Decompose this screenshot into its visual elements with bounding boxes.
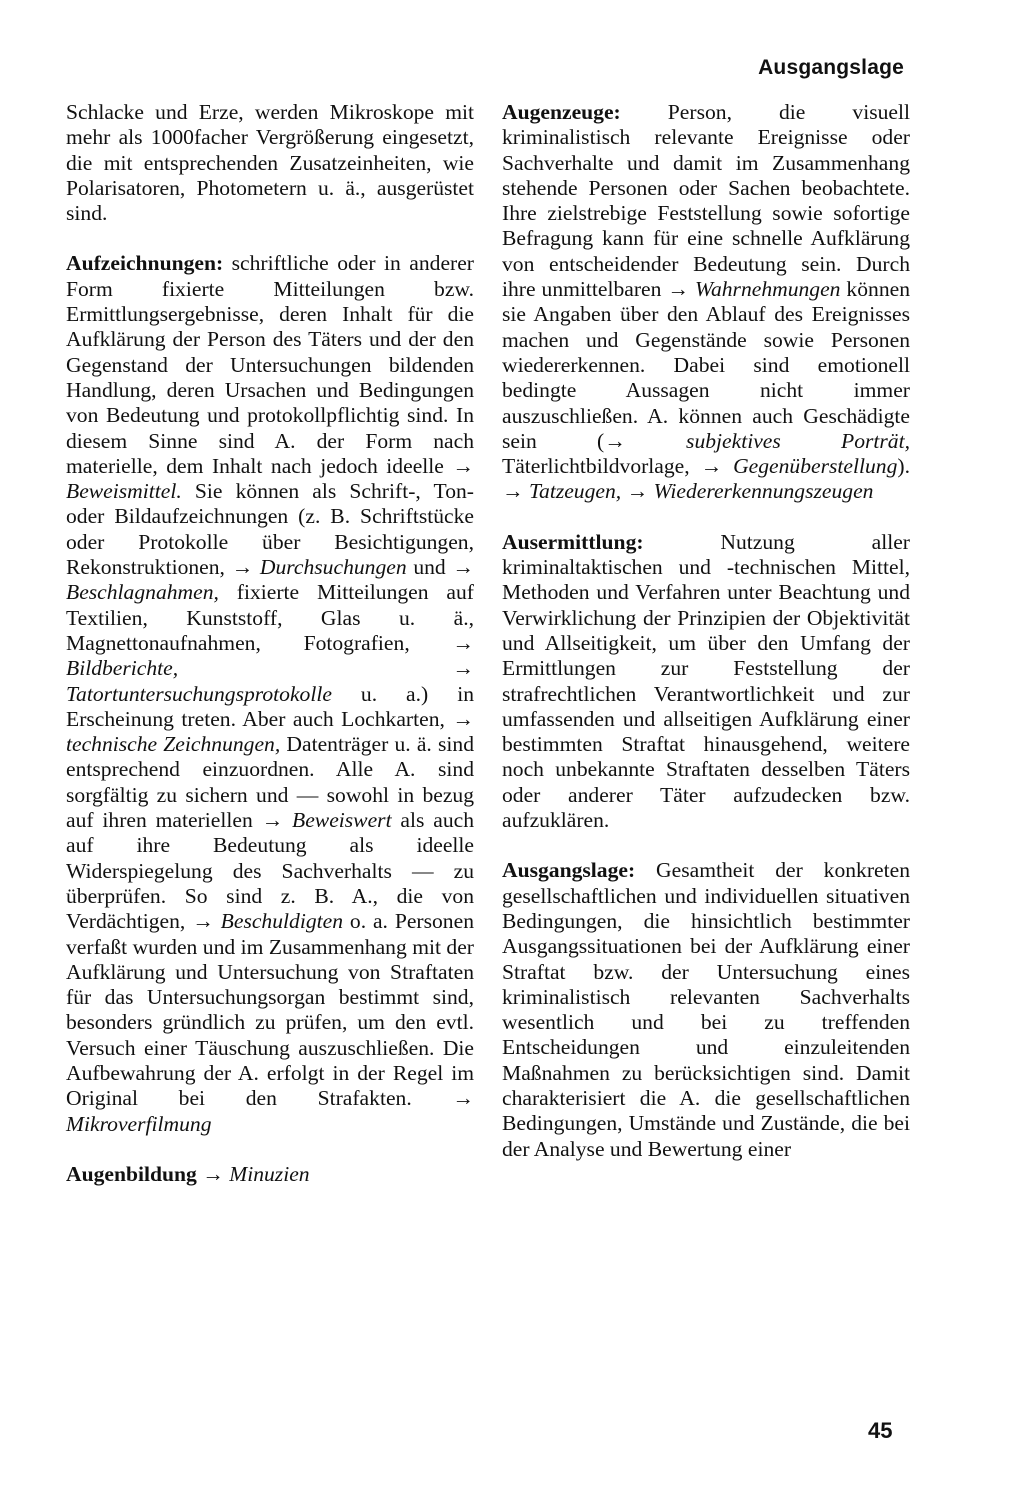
cross-reference: Durchsuchungen (259, 555, 407, 580)
entry-augenzeuge (502, 100, 910, 505)
cross-reference: Tatortuntersuchungsprotokolle (66, 681, 332, 706)
page-number: 45 (868, 1418, 893, 1443)
cross-reference: Beweiswert (292, 808, 392, 833)
cross-reference: Tatzeugen, (529, 479, 622, 504)
cross-reference: Wiedererkennungszeugen (653, 479, 874, 504)
entry-text: → (621, 479, 654, 504)
entry-augenbildung (66, 1162, 474, 1187)
cross-reference: Gegenüberstellung (733, 454, 898, 479)
entry-ausgangslage (502, 858, 910, 1162)
cross-reference: Mikroverfilmung (66, 1111, 212, 1136)
entry-text: Person, die visuell kriminalistisch relevante Ereignisse oder Sachverhalte und damit im Zusammenhang stehende Personen oder Sachen beobachtete. Ihre zielstrebige Feststellung sowie sofortige Befragung kann für eine schnelle Aufklärung von entscheidender Bedeutung sein. Durch ihre unmittelbaren → (502, 100, 910, 302)
cross-reference: subjektives Porträt, (686, 428, 911, 453)
right-column (502, 100, 910, 1187)
entry-text: → (196, 1161, 230, 1186)
entry-text: Täterlichtbildvorlage, → (502, 454, 734, 479)
entry-text: Sie können als Schrift-, Ton- oder Bildaufzeichnungen (z. B. Schriftstücke oder Protokolle über Besichtigungen, Rekonstruktionen, → (66, 479, 474, 580)
entry-text: Nutzung aller kriminaltaktischen und -technischen Mittel, Methoden und Verfahren unter Beachtung und Verwirklichung der Prinzipien der Objektivität und Allseitigkeit, um über den Umfang der Ermittlungen zur Feststellung der strafrechtlichen Verantwortlichkeit und zur umfassenden und allseitigen Aufklärung einer bestimmten Straftat hinausgehend, weitere noch unbekannte Straftaten desselben Täters oder anderer Täter aufzudecken bzw. aufzuklären. (502, 529, 910, 833)
cross-reference: Wahrnehmungen (694, 277, 841, 302)
entry-text: schriftliche oder in anderer Form fixierte Mitteilungen bzw. Ermittlungsergebnisse, deren Inhalt für die Aufklärung der Person des Täters und der den Gegenstand der Untersuchungen bildenden Handlung, deren Ursachen und Bedingungen von Bedeutung und protokollpflichtig sind. In diesem Sinne sind A. der Form nach materielle, dem Inhalt nach jedoch ideelle → (66, 251, 474, 478)
entry-text: u. a.) in Erscheinung treten. Aber auch Lochkarten, → (66, 681, 474, 731)
entry-ausermittlung (502, 530, 910, 834)
cross-reference: Beschlagnahmen, (66, 580, 219, 605)
entry-text: → (178, 656, 474, 681)
cross-reference: technische Zeichnungen, (66, 732, 281, 757)
lemma: Ausermittlung: (502, 529, 644, 554)
lemma: Augenbildung (66, 1161, 197, 1186)
entry-text: Datenträger u. ä. sind entsprechend einzuordnen. Alle A. sind sorgfältig zu sichern und — sowohl in bezug auf ihren materiellen → (66, 732, 474, 833)
running-header: Ausgangslage (758, 56, 904, 79)
lemma: Augenzeuge: (502, 100, 621, 124)
lemma: Aufzeichnungen: (66, 251, 224, 276)
entry-text: und → (406, 555, 474, 580)
entry-text: Gesamtheit der konkreten gesellschaftlichen und individuellen situativen Bedingungen, die hinsichtlich bestimmter Ausgangssituationen bei der Aufklärung einer Straftat bzw. der Untersuchung eines kriminalistisch relevanten Sachverhalts wesentlich und bei zu treffenden Entscheidungen und einzuleitenden Maßnahmen zu berücksichtigen sind. Damit charakterisiert die A. die gesellschaftlichen Bedingungen, Umstände und Zustände, die bei der Analyse und Bewertung einer (502, 858, 910, 1161)
cross-reference: Beschuldigten (220, 909, 344, 934)
entry-text: können sie Angaben über den Ablauf des Ereignisses machen und Gegenstände sowie Personen wiedererkennen. Dabei sind emotionell bedingte Aussagen nicht immer auszuschließen. A. können auch Geschädigte sein (→ (502, 277, 910, 453)
entry-text: als auch auf ihre Bedeutung als ideelle Widerspiegelung des Sachverhalts — zu überprüfen. So sind z. B. A., die von Verdächtigen, → (66, 808, 475, 934)
cross-reference: Bildberichte, (66, 656, 179, 681)
lemma: Ausgangslage: (502, 858, 636, 883)
entry-text: ). → (502, 454, 910, 504)
cross-reference: Minuzien (229, 1161, 310, 1186)
entry-text: o. a. Personen verfaßt wurden und im Zusammenhang mit der Aufklärung und Untersuchung von Straftaten für das Untersuchungsorgan bestimmt sind, besonders gründlich zu prüfen, um den evtl. Versuch einer Täuschung auszuschließen. Die Aufbewahrung der A. erfolgt in der Regel im Original bei den Strafakten. → (66, 909, 474, 1111)
left-column (66, 100, 474, 1212)
entry-aufzeichnungen (66, 251, 474, 1136)
continuation-text: Schlacke und Erze, werden Mikroskope mit mehr als 1000facher Vergrößerung eingesetzt, die mit entsprechenden Zusatzeinheiten, wie Polarisatoren, Photometern u. ä., ausgerüstet sind. (66, 100, 474, 226)
entry-text: fixierte Mitteilungen auf Textilien, Kunststoff, Glas u. ä., Magnettonaufnahmen, Fotografien, → (66, 580, 474, 655)
cross-reference: Beweismittel. (66, 479, 182, 504)
